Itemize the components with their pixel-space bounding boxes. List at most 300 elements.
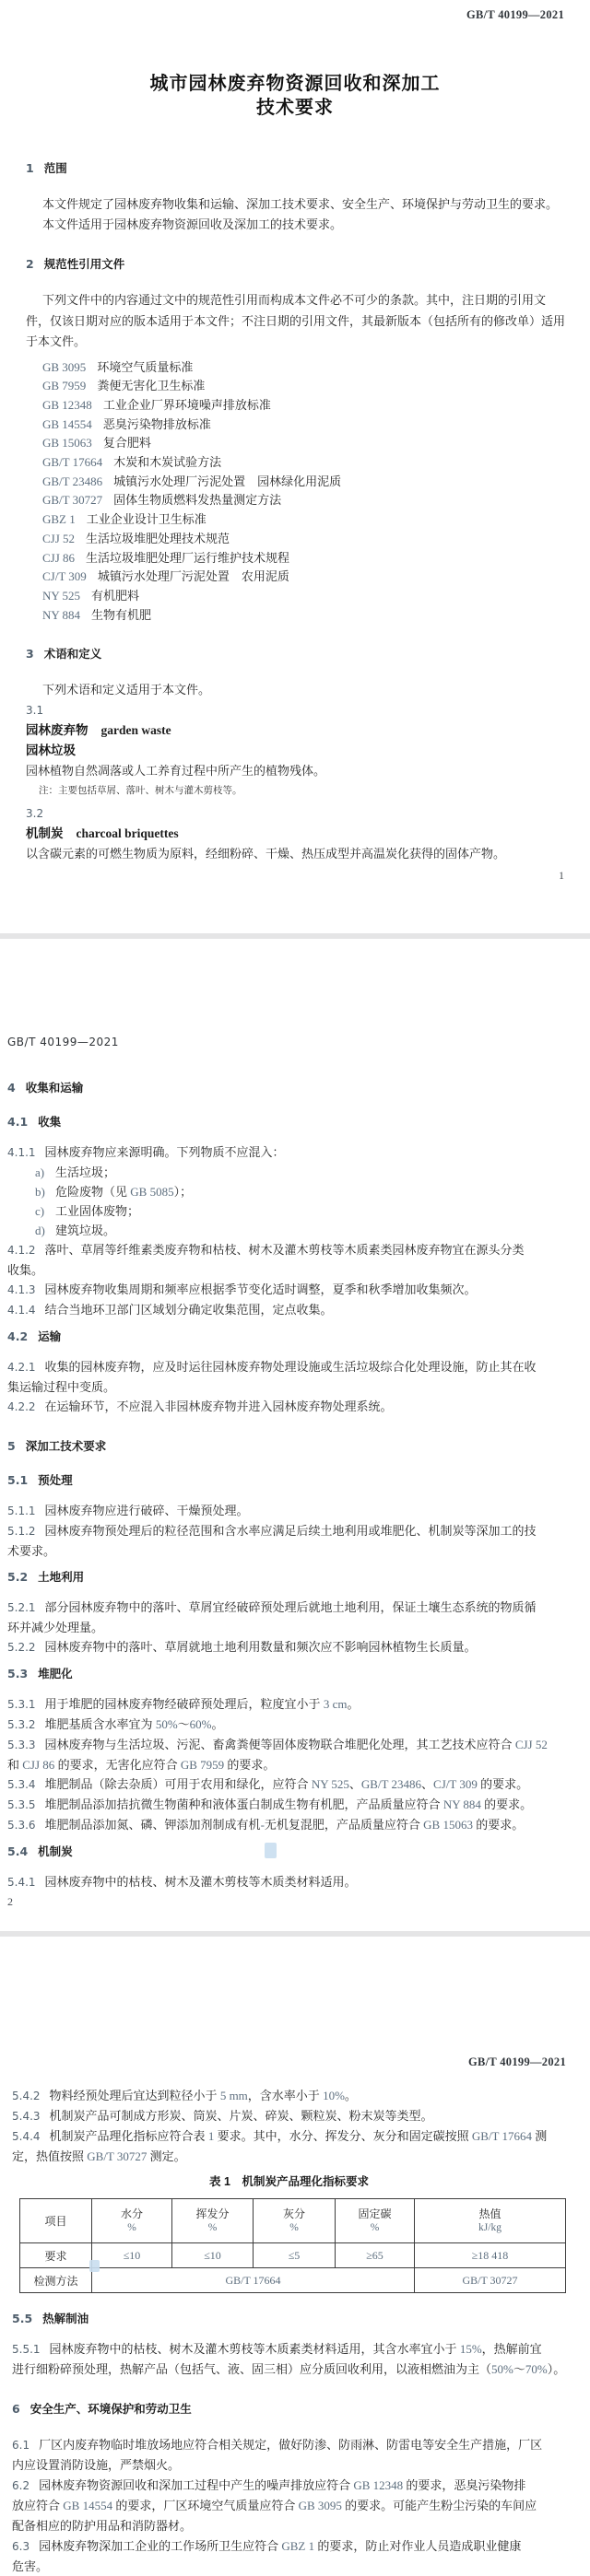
std-reference — [26, 416, 564, 435]
std-code: GB/T 30727 — [42, 493, 103, 508]
col-header-2 — [172, 2199, 254, 2243]
clause-text: 厂区内废弃物临时堆放场地应符合相关规定，做好防渗、防雨淋、防雷电等安全生产措施，厂区 — [39, 2438, 543, 2452]
clause-number: 5.4.1 — [7, 1876, 36, 1889]
text-line — [7, 1755, 566, 1774]
table-cell — [336, 2243, 415, 2268]
std-reference — [26, 549, 564, 568]
item-text: 建筑垃圾。 — [55, 1224, 116, 1237]
spec-table — [19, 2198, 566, 2293]
heading-number: 5 — [7, 1439, 16, 1453]
std-title: 生活垃圾堆肥处理技术规范 — [86, 531, 230, 545]
standard-code: GB/T 40199—2021 — [467, 2055, 566, 2068]
term-en: garden waste — [100, 723, 171, 738]
clause-number: 5.3.4 — [7, 1778, 36, 1791]
section-heading-5.5 — [12, 2311, 566, 2327]
text-line — [12, 2106, 566, 2126]
text-line — [7, 1598, 566, 1618]
cell-value: ≤10 — [123, 2248, 141, 2262]
document-title — [26, 72, 564, 120]
latin-text: 3 cm — [320, 1697, 348, 1711]
clause-number: 5.2.2 — [7, 1641, 36, 1654]
clause-text: 放应符合 GB 14554 的要求，厂区环境空气质量应符合 GB 3095 的要求。可能产生粉尘污染的车间应 — [12, 2499, 537, 2512]
heading-text: 规范性引用文件 — [43, 258, 125, 271]
std-code: CJJ 86 — [42, 550, 76, 565]
latin-text: GBZ 1 — [278, 2539, 318, 2553]
clause-number: 5.5.1 — [12, 2343, 41, 2356]
col-name: 项目 — [44, 2214, 67, 2228]
latin-text: GB 12348 — [350, 2478, 407, 2492]
clause-text: 园林废弃物中的枯枝、树木及灌木剪枝等木质素类材料适用，其含水率宜小于 15%，热解前宜 — [49, 2342, 542, 2356]
clause-text: 园林废弃物收集周期和频率应根据季节变化适时调整，夏季和秋季增加收集频次。 — [44, 1282, 477, 1296]
latin-text: 1 — [205, 2129, 218, 2143]
col-name: 挥发分 — [195, 2207, 230, 2220]
clause-text: 园林废弃物中的落叶、草屑就地土地利用数量和频次应不影响园林植物生长质量。 — [44, 1640, 477, 1654]
std-reference — [26, 453, 564, 473]
latin-text: CJJ 52 — [512, 1738, 548, 1751]
list-item — [7, 1182, 566, 1201]
clause-number: 5.4.3 — [12, 2110, 41, 2123]
text-line — [12, 2126, 566, 2147]
text-line: 件，仅该日期对应的版本适用于本文件；不注日期的引用文件，其最新版本（包括所有的修改单）适用 — [26, 313, 566, 328]
term-note: 注：主要包括草屑、落叶、树木与灌木剪枝等。 — [39, 786, 242, 797]
clause-6.1 — [12, 2435, 566, 2476]
standard-code: GB/T 40199—2021 — [7, 1036, 119, 1048]
clause-5.3.5 — [7, 1795, 566, 1815]
text-line: 于本文件。 — [26, 334, 87, 348]
std-title: 生物有机肥 — [91, 607, 152, 622]
section-heading-4.1 — [7, 1114, 566, 1130]
table-cell — [92, 2243, 172, 2268]
latin-text: GB 7959 — [177, 1758, 228, 1772]
page-2 — [0, 939, 590, 1931]
clause-number: 5.4.4 — [12, 2130, 41, 2143]
std-reference — [26, 510, 564, 530]
text-line — [7, 1300, 566, 1320]
heading-text: 堆肥化 — [38, 1668, 73, 1680]
std-title: 城镇污水处理厂污泥处置 农用泥质 — [97, 569, 289, 584]
text-line — [7, 1694, 566, 1715]
clause-text: 危害。 — [12, 2559, 49, 2573]
text-line: 下列术语和定义适用于本文件。 — [42, 683, 211, 697]
latin-text: GB 5085 — [127, 1185, 174, 1199]
clause-5.3.6 — [7, 1815, 566, 1835]
text-line — [12, 2147, 566, 2167]
heading-text: 土地利用 — [38, 1571, 85, 1584]
clause-number: 5.1.1 — [7, 1505, 36, 1517]
std-code: GB/T 23486 — [42, 474, 103, 488]
clause-text: 园林废弃物应来源明确。下列物质不应混入： — [44, 1145, 285, 1159]
clause-text: 配备相应的防护用品和消防器材。 — [12, 2519, 193, 2533]
clause-text: 收集。 — [7, 1263, 44, 1277]
term-definition: 园林植物自然凋落或人工养育过程中所产生的植物残体。 — [26, 764, 326, 779]
page-number — [26, 868, 564, 883]
page-number — [7, 1894, 566, 1909]
text-line — [7, 1240, 566, 1260]
std-title: 工业企业设计卫生标准 — [86, 512, 206, 527]
clause-text: 收集的园林废弃物，应及时运往园林废弃物处理设施或生活垃圾综合化处理设施，防止其在收 — [44, 1360, 537, 1374]
clause-5.4.1 — [7, 1872, 566, 1892]
col-unit: % — [207, 2222, 218, 2233]
text-line — [12, 2086, 566, 2106]
section-heading-5.1 — [7, 1472, 566, 1489]
std-title: 恶臭污染物排放标准 — [102, 416, 211, 431]
clause-5.1.1 — [7, 1501, 566, 1521]
text-line — [7, 1815, 566, 1835]
clause-text: 部分园林废弃物中的落叶、草屑宜经破碎预处理后就地土地利用，保证土壤生态系统的物质循 — [44, 1600, 537, 1614]
clause-text: 和 CJJ 86 的要求，无害化应符合 GB 7959 的要求。 — [7, 1758, 276, 1772]
col-unit: % — [127, 2222, 136, 2233]
clause-number: 6.2 — [12, 2479, 30, 2492]
clause-number: 5.4.2 — [12, 2090, 41, 2102]
term-entry — [26, 720, 564, 741]
text-line — [12, 2496, 566, 2516]
std-reference — [26, 587, 564, 606]
std-code: GB 7959 — [42, 379, 87, 393]
text-line — [7, 1541, 566, 1561]
cell-value: ≤10 — [204, 2248, 221, 2262]
clause-text: 用于堆肥的园林废弃物经破碎预处理后，粒度宜小于 3 cm。 — [44, 1697, 360, 1711]
table-cell — [415, 2243, 566, 2268]
std-code: GB/T 17664 — [42, 455, 103, 470]
text-line — [12, 2359, 566, 2380]
text-line — [7, 1715, 566, 1735]
normative-references-list — [26, 358, 564, 626]
heading-number: 3 — [26, 647, 34, 662]
std-title: 木炭和木炭试验方法 — [113, 455, 222, 470]
table-row — [20, 2243, 566, 2268]
item-marker: c) — [35, 1204, 45, 1218]
std-code: NY 525 — [42, 588, 81, 603]
heading-text: 收集和运输 — [25, 1082, 84, 1095]
std-code: GBZ 1 — [42, 512, 76, 527]
cell-value: ≥65 — [366, 2248, 384, 2262]
clause-5.3.3 — [7, 1735, 566, 1774]
clause-number: 5.3.3 — [7, 1739, 36, 1751]
std-reference — [26, 434, 564, 453]
heading-number: 4.1 — [7, 1115, 29, 1129]
latin-text: GB 14554 — [60, 2499, 116, 2512]
list-item — [7, 1221, 566, 1240]
clause-text: 园林废弃物与生活垃圾、污泥、畜禽粪便等固体废物联合堆肥化处理，其工艺技术应符合 CJJ 52 — [44, 1738, 548, 1751]
std-title: 复合肥料 — [102, 436, 151, 451]
page-header — [26, 0, 564, 22]
clause-4.2.1 — [7, 1357, 566, 1397]
clause-text: 堆肥制品添加氮、磷、钾添加剂制成有机-无机复混肥，产品质量应符合 GB 15063 的要求。 — [44, 1818, 525, 1832]
clause-number: 4.2.1 — [7, 1361, 36, 1374]
text-line — [7, 1618, 566, 1637]
latin-text: NY 884 — [440, 1797, 485, 1811]
heading-number: 1 — [26, 161, 34, 175]
heading-text: 安全生产、环境保护和劳动卫生 — [30, 2403, 192, 2416]
latin-text: GB/T 30727 — [84, 2149, 150, 2163]
table-cell — [92, 2268, 415, 2293]
std-title: 环境空气质量标准 — [97, 359, 194, 374]
latin-text: GB/T 17664 — [468, 2129, 536, 2143]
item-text: 工业固体废物； — [55, 1204, 140, 1218]
clause-5.2.2 — [7, 1637, 566, 1657]
term-entry — [26, 824, 564, 844]
latin-text: 60% — [189, 1717, 212, 1731]
table-caption: 表 1 机制炭产品理化指标要求 — [209, 2175, 369, 2188]
std-title: 粪便无害化卫生标准 — [97, 379, 206, 393]
heading-number: 2 — [26, 257, 34, 271]
latin-text: - — [260, 1818, 265, 1832]
term-number-value: 3.2 — [26, 807, 44, 821]
std-title: 有机肥料 — [91, 588, 140, 603]
term-entry — [26, 741, 564, 761]
heading-text: 术语和定义 — [43, 648, 102, 662]
text-line: 本文件规定了园林废弃物收集和运输、深加工技术要求、安全生产、环境保护与劳动卫生的要求。 — [42, 197, 559, 211]
std-code: GB 14554 — [42, 416, 92, 431]
page-3 — [0, 1937, 590, 2576]
clause-text: 园林废弃物资源回收和深加工过程中产生的噪声排放应符合 GB 12348 的要求，恶臭污染物排 — [39, 2478, 526, 2492]
cell-value: GB/T 17664 — [225, 2273, 281, 2287]
list-item — [7, 1201, 566, 1221]
term-en: charcoal briquettes — [76, 826, 179, 841]
clause-text: 堆肥制品（除去杂质）可用于农用和绿化，应符合 NY 525、GB/T 23486、CJ/T 309 的要求。 — [44, 1777, 529, 1791]
title-line: 城市园林废弃物资源回收和深加工 — [149, 74, 441, 94]
text-line — [7, 1260, 566, 1280]
latin-text: CJJ 86 — [19, 1758, 58, 1772]
text-line — [12, 2339, 566, 2359]
col-name: 热值 — [478, 2207, 502, 2220]
heading-text: 机制炭 — [38, 1845, 73, 1858]
table-cell — [415, 2268, 566, 2293]
latin-text: 5 mm — [217, 2089, 248, 2102]
clause-5.3.2 — [7, 1715, 566, 1735]
clause-number: 5.3.5 — [7, 1798, 36, 1811]
heading-text: 预处理 — [38, 1474, 73, 1487]
text-line — [12, 2455, 566, 2476]
clause-number: 5.2.1 — [7, 1601, 36, 1614]
std-reference — [26, 473, 564, 492]
latin-text: 70% — [525, 2362, 548, 2376]
std-reference — [26, 358, 564, 378]
text-line — [7, 1637, 566, 1657]
term-number — [26, 700, 564, 720]
text-line — [7, 1795, 566, 1815]
col-header-0 — [20, 2199, 92, 2243]
page-header — [7, 939, 566, 1049]
clause-text: 园林废弃物深加工企业的工作场所卫生应符合 GBZ 1 的要求，防止对作业人员造成职业健康 — [39, 2539, 522, 2553]
clause-number: 5.3.2 — [7, 1718, 36, 1731]
term-zh: 机制炭 — [26, 826, 64, 841]
section-heading-3 — [26, 646, 564, 662]
heading-text: 运输 — [38, 1330, 62, 1343]
clause-number: 5.1.2 — [7, 1525, 36, 1538]
std-title: 固体生物质燃料发热量测定方法 — [113, 493, 282, 508]
col-name: 固定碳 — [358, 2207, 392, 2220]
clause-5.4.3 — [12, 2106, 566, 2126]
clause-text: 内应设置消防设施，严禁烟火。 — [12, 2458, 181, 2472]
clause-5.1.2 — [7, 1521, 566, 1561]
item-marker: a) — [35, 1165, 45, 1179]
std-reference — [26, 606, 564, 626]
clause-text: 园林废弃物应进行破碎、干燥预处理。 — [44, 1504, 249, 1517]
section-heading-5 — [7, 1438, 566, 1455]
heading-text: 深加工技术要求 — [25, 1440, 107, 1453]
clause-number: 6.3 — [12, 2540, 30, 2553]
section-heading-6 — [12, 2401, 566, 2418]
clause-number: 6.1 — [12, 2439, 30, 2452]
term-zh: 园林垃圾 — [26, 744, 76, 758]
clause-number: 4.2.2 — [7, 1400, 36, 1413]
section-heading-5.4 — [7, 1844, 566, 1860]
latin-text: 15% — [456, 2342, 482, 2356]
table-cell — [172, 2243, 254, 2268]
clause-number: 5.3.6 — [7, 1819, 36, 1832]
col-name: 灰分 — [282, 2207, 305, 2220]
clause-number: 4.1.3 — [7, 1283, 36, 1296]
std-code: GB 3095 — [42, 359, 87, 374]
clause-text: 环并减少处理量。 — [7, 1621, 104, 1634]
clause-text: 堆肥基质含水率宜为 50%～60%。 — [44, 1717, 224, 1731]
col-name: 水分 — [120, 2207, 143, 2220]
text-line — [7, 1521, 566, 1541]
cell-value: ≥18 418 — [471, 2248, 509, 2262]
latin-text: CJ/T 309 — [433, 1777, 481, 1791]
clause-text: 堆肥制品添加拮抗微生物菌种和液体蛋白制成生物有机肥，产品质量应符合 NY 884 的要求。 — [44, 1797, 533, 1811]
paragraph — [26, 680, 564, 700]
col-header-1 — [92, 2199, 172, 2243]
clause-5.2.1 — [7, 1598, 566, 1637]
watermark-fragment — [265, 1843, 277, 1858]
row-label: 要求 — [20, 2243, 92, 2268]
clause-4.1.1 — [7, 1142, 566, 1163]
latin-text: GB 3095 — [295, 2499, 346, 2512]
clause-text: 集运输过程中变质。 — [7, 1380, 116, 1394]
clause-4.1.2 — [7, 1240, 566, 1280]
clause-text: 进行细粉碎预处理，热解产品（包括气、液、固三相）应分质回收利用，以液相燃油为主（50%～70%）。 — [12, 2362, 566, 2376]
clause-text: 机制炭产品理化指标应符合表 1 要求。其中，水分、挥发分、灰分和固定碳按照 GB/T 17664 测 — [49, 2129, 548, 2143]
latin-text: NY 525 — [308, 1777, 349, 1791]
col-header-5 — [415, 2199, 566, 2243]
text-line — [12, 2536, 566, 2557]
clause-4.1.4 — [7, 1300, 566, 1320]
std-title: 城镇污水处理厂污泥处置 园林绿化用泥质 — [113, 474, 342, 488]
std-code: CJJ 52 — [42, 531, 76, 545]
text-line — [7, 1735, 566, 1755]
clause-5.3.1 — [7, 1694, 566, 1715]
std-code: NY 884 — [42, 607, 81, 622]
clause-number: 4.1.4 — [7, 1304, 36, 1317]
page-number-value: 2 — [7, 1895, 13, 1908]
text-line — [7, 1377, 566, 1397]
std-reference — [26, 568, 564, 587]
heading-number: 4.2 — [7, 1329, 29, 1343]
page-number-value: 1 — [559, 869, 564, 883]
text-line — [7, 1280, 566, 1300]
clause-text: 园林废弃物中的枯枝、树木及灌木剪枝等木质类材料适用。 — [44, 1875, 357, 1889]
clause-text: 定，热值按照 GB/T 30727 测定。 — [12, 2149, 186, 2163]
term-number-value: 3.1 — [26, 704, 44, 718]
table-head — [20, 2199, 566, 2243]
item-marker: b) — [35, 1185, 45, 1199]
col-unit: % — [289, 2222, 299, 2233]
text-line — [12, 2435, 566, 2455]
clause-number: 4.1.1 — [7, 1146, 36, 1159]
paragraph — [26, 194, 564, 235]
clause-6.2 — [12, 2476, 566, 2536]
std-code: CJ/T 309 — [42, 569, 87, 584]
cell-value: GB/T 30727 — [462, 2273, 518, 2287]
std-reference — [26, 530, 564, 549]
text-line — [12, 2476, 566, 2496]
clause-text: 落叶、草屑等纤维素类废弃物和枯枝、树木及灌木剪枝等木质素类园林废弃物宜在源头分类 — [44, 1243, 525, 1257]
section-heading-2 — [26, 256, 564, 273]
watermark-fragment — [89, 2260, 100, 2272]
std-code: GB 12348 — [42, 397, 92, 412]
clause-text: 园林废弃物预处理后的粒径范围和含水率应满足后续土地利用或堆肥化、机制炭等深加工的技 — [44, 1524, 537, 1538]
std-code: GB 15063 — [42, 436, 92, 451]
term-definition: 以含碳元素的可燃生物质为原料，经细粉碎、干燥、热压成型并高温炭化获得的固体产物。 — [26, 847, 506, 861]
clause-text: 在运输环节，不应混入非园林废弃物并进入园林废弃物处理系统。 — [44, 1399, 393, 1413]
clause-text: 物料经预处理后宜达到粒径小于 5 mm，含水率小于 10%。 — [49, 2089, 357, 2102]
col-unit: % — [370, 2222, 380, 2233]
text-line — [7, 1774, 566, 1795]
section-heading-4.2 — [7, 1329, 566, 1345]
clause-5.4.4 — [12, 2126, 566, 2167]
table-cell — [254, 2243, 336, 2268]
col-header-4 — [336, 2199, 415, 2243]
clause-number: 5.3.1 — [7, 1698, 36, 1711]
clause-5.3.4 — [7, 1774, 566, 1795]
col-unit: kJ/kg — [478, 2222, 502, 2233]
latin-text: GB/T 23486 — [360, 1777, 422, 1791]
std-title: 生活垃圾堆肥处理厂运行维护技术规程 — [86, 550, 290, 565]
clause-4.2.2 — [7, 1397, 566, 1417]
text-line — [7, 1142, 566, 1163]
standard-code: GB/T 40199—2021 — [466, 8, 564, 21]
section-heading-1 — [26, 160, 564, 177]
clause-text: 结合当地环卫部门区域划分确定收集范围，定点收集。 — [44, 1303, 333, 1317]
text-line — [7, 1501, 566, 1521]
std-reference — [26, 491, 564, 510]
heading-text: 热解制油 — [42, 2313, 89, 2325]
heading-number: 5.5 — [12, 2312, 33, 2325]
item-text: 危险废物（见 GB 5085）； — [55, 1185, 193, 1199]
item-marker: d) — [35, 1224, 45, 1237]
latin-text: 50% — [152, 1717, 178, 1731]
clause-6.3 — [12, 2536, 566, 2576]
heading-number: 5.2 — [7, 1570, 29, 1584]
text-line: 本文件适用于园林废弃物资源回收及深加工的技术要求。 — [42, 217, 343, 231]
heading-number: 5.3 — [7, 1667, 29, 1680]
table-row — [20, 2268, 566, 2293]
clause-number: 4.1.2 — [7, 1244, 36, 1257]
section-heading-5.2 — [7, 1569, 566, 1586]
heading-number: 4 — [7, 1081, 16, 1095]
list-item — [7, 1163, 566, 1182]
cell-value: ≤5 — [288, 2248, 301, 2262]
text-line — [12, 2516, 566, 2536]
clause-text: 术要求。 — [7, 1544, 56, 1558]
section-heading-5.3 — [7, 1666, 566, 1682]
row-label: 检测方法 — [20, 2268, 92, 2293]
table-body — [20, 2243, 566, 2293]
col-header-3 — [254, 2199, 336, 2243]
text-line — [7, 1397, 566, 1417]
latin-text: GB 15063 — [419, 1818, 477, 1832]
clause-text: 机制炭产品可制成方形炭、筒炭、片炭、碎炭、颗粒炭、粉末炭等类型。 — [49, 2109, 433, 2123]
std-reference — [26, 377, 564, 396]
text-line — [7, 1357, 566, 1377]
heading-number: 6 — [12, 2402, 20, 2416]
term-zh: 园林废弃物 — [26, 723, 88, 738]
std-title: 工业企业厂界环境噪声排放标准 — [102, 397, 271, 412]
clause-4.1.3 — [7, 1280, 566, 1300]
latin-text: 50% — [491, 2362, 513, 2376]
